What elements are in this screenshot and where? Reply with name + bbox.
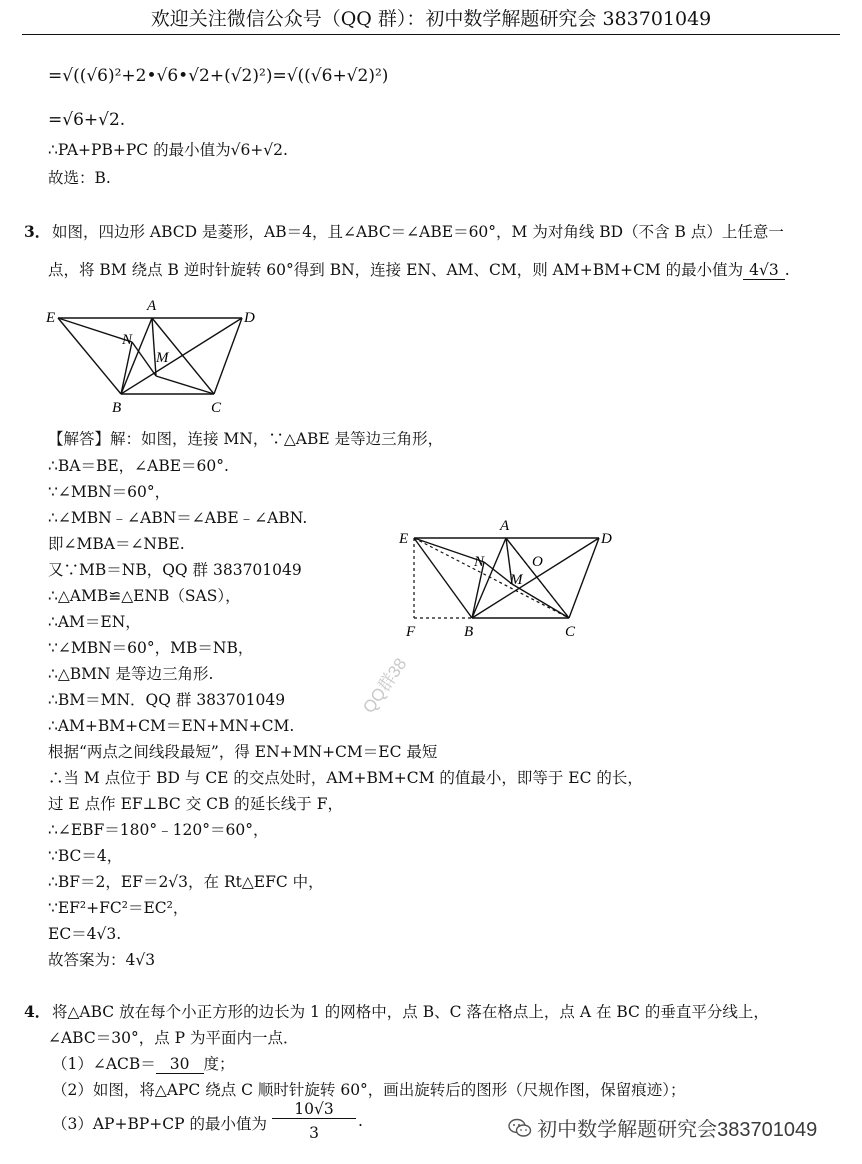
sol-line-16: ∵BC＝4， (48, 847, 123, 865)
sol-line-17: ∴BF＝2，EF＝2√3，在 Rt△EFC 中， (48, 873, 324, 891)
q3-text-2: 点，将 BM 绕点 B 逆时针旋转 60°得到 BN，连接 EN、AM、CM，则 AM+BM+CM 的最小值为 4√3 . (48, 261, 790, 279)
q3-answer: 4√3 (743, 261, 785, 280)
sol-line-11: ∴AM+BM+CM＝EN+MN+CM. (48, 717, 295, 735)
prev-line-1: =√((√6)²+2•√6•√2+(√2)²)=√((√6+√2)²) (48, 66, 389, 86)
sol-line-10: ∴BM＝MN．QQ 群 383701049 (48, 691, 286, 709)
q4-number: 4． (24, 1002, 51, 1021)
fig2-label-e: E (399, 531, 409, 547)
q4-part-1 (52, 1052, 235, 1074)
q3-text-1: 如图，四边形 ABCD 是菱形，AB＝4，且∠ABC＝∠ABE＝60°，M 为对角线 BD（不含 B 点）上任意一 (52, 223, 784, 241)
fig2-label-f: F (406, 624, 416, 640)
prev-line-4: 故选：B. (48, 169, 111, 187)
sol-line-9: ∴△BMN 是等边三角形. (48, 665, 214, 683)
sol-line-5: 又∵MB＝NB，QQ 群 383701049 (48, 561, 302, 579)
sol-line-14: 过 E 点作 EF⊥BC 交 CB 的延长线于 F， (48, 795, 343, 813)
fig2-label-a: A (500, 518, 510, 534)
sol-line-8: ∵∠MBN＝60°，MB＝NB， (48, 639, 254, 657)
sol-line-7: ∴AM＝EN， (48, 613, 141, 631)
fig2-label-n: N (474, 554, 485, 570)
prev-line-2: =√6+√2. (48, 110, 126, 130)
fig2-label-c: C (565, 624, 576, 640)
fig2-label-o: O (532, 554, 543, 570)
q3-figure-1 (40, 296, 280, 420)
fig1-label-e: E (46, 310, 56, 326)
sol-line-6: ∴△AMB≌△ENB（SAS）， (48, 587, 241, 605)
sol-line-18: ∵EF²+FC²＝EC²， (48, 899, 189, 917)
fig1-label-n: N (122, 332, 133, 348)
sol-line-15: ∴∠EBF＝180°﹣120°＝60°， (48, 821, 269, 839)
sol-line-3: ∴∠MBN﹣∠ABN＝∠ABE﹣∠ABN. (48, 509, 308, 527)
sol-line-13: ∴当 M 点位于 BD 与 CE 的交点处时，AM+BM+CM 的值最小，即等于 EC 的长， (48, 769, 643, 787)
q3-number: 3． (24, 222, 51, 241)
q4-part-3-post: . (358, 1112, 363, 1130)
sol-line-12: 根据“两点之间线段最短”，得 EN+MN+CM＝EC 最短 (48, 743, 438, 761)
wechat-watermark (508, 1113, 817, 1142)
q3-figure-2 (394, 514, 626, 644)
fig2-label-d: D (601, 531, 612, 547)
q4-part-1-answer: 30 (156, 1055, 204, 1074)
fig1-label-d: D (244, 310, 255, 326)
q4-part-3-denominator: 3 (309, 1124, 319, 1142)
q4-part-1-post: 度； (203, 1055, 235, 1073)
diagonal-watermark: QQ群38 (359, 654, 411, 717)
fig2-label-b: B (464, 624, 474, 640)
fig1-label-m: M (156, 350, 169, 366)
sol-line-20: 故答案为：4√3 (48, 951, 156, 969)
q4-text-1: 将△ABC 放在每个小正方形的边长为 1 的网格中，点 B、C 落在格点上，点 A 在 BC 的垂直平分线上， (52, 1003, 769, 1021)
q4-part-1-pre: （1）∠ACB＝ (52, 1055, 156, 1073)
sol-line-0: 【解答】解：如图，连接 MN，∵△ABE 是等边三角形， (48, 430, 444, 448)
sol-line-19: EC＝4√3. (48, 925, 122, 943)
q4-part-3-numerator: 10√3 (272, 1100, 356, 1119)
sol-line-2: ∵∠MBN＝60°， (48, 483, 171, 501)
fig1-label-b: B (112, 400, 122, 416)
prev-line-3: ∴PA+PB+PC 的最小值为√6+√2. (48, 141, 288, 159)
fig1-label-c: C (211, 400, 222, 416)
wechat-watermark-text: 初中数学解题研究会383701049 (537, 1119, 818, 1141)
q4-text-2: ∠ABC＝30°，点 P 为平面内一点． (48, 1029, 299, 1047)
sol-line-4: 即∠MBA＝∠NBE. (48, 535, 185, 553)
q4-part-3-pre: （3）AP+BP+CP 的最小值为 (52, 1115, 267, 1133)
q4-part-2: （2）如图，将△APC 绕点 C 顺时针旋转 60°，画出旋转后的图形（尺规作图，保留痕迹）； (52, 1081, 686, 1099)
fig1-label-a: A (147, 298, 157, 314)
page-header: 欢迎关注微信公众号（QQ 群）：初中数学解题研究会 383701049 (150, 8, 712, 30)
sol-line-1: ∴BA＝BE，∠ABE＝60°. (48, 457, 229, 475)
header-rule (22, 34, 840, 35)
wechat-icon (508, 1118, 532, 1138)
q3-text-2-body: 点，将 BM 绕点 B 逆时针旋转 60°得到 BN，连接 EN、AM、CM，则 AM+BM+CM 的最小值为 (48, 261, 744, 279)
fig2-label-m: M (510, 572, 523, 588)
